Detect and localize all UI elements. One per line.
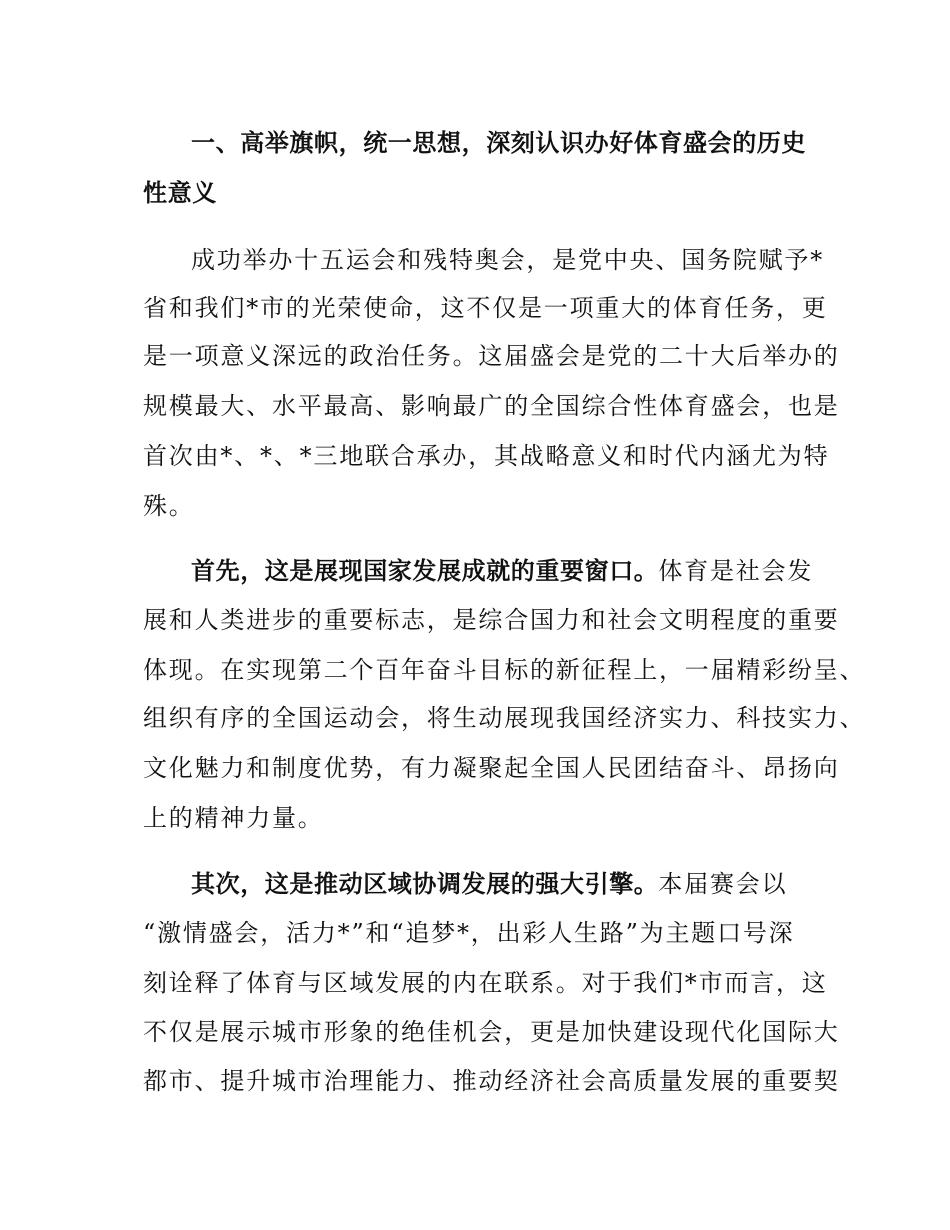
paragraph-2-line-2: 展和人类进步的重要标志，是综合国力和社会文明程度的重要 — [143, 606, 840, 634]
paragraph-2-line-4: 组织有序的全国运动会，将生动展现我国经济实力、科技实力、 — [143, 704, 866, 732]
paragraph-1-line-6: 殊。 — [143, 492, 195, 520]
paragraph-3-line-3: 刻诠释了体育与区域发展的内在联系。对于我们*市而言，这 — [143, 969, 828, 997]
paragraph-2-lead: 首先，这是展现国家发展成就的重要窗口。 — [191, 557, 659, 585]
paragraph-3-lead: 其次，这是推动区域协调发展的强大引擎。 — [191, 870, 659, 898]
paragraph-2-line-3: 体现。在实现第二个百年奋斗目标的新征程上，一届精彩纷呈、 — [143, 656, 866, 684]
paragraph-1-line-2: 省和我们*市的光荣使命，这不仅是一项重大的体育任务，更 — [143, 294, 828, 322]
paragraph-1-line-4: 规模最大、水平最高、影响最广的全国综合性体育盛会，也是 — [143, 392, 840, 420]
paragraph-1-line-3: 是一项意义深远的政治任务。这届盛会是党的二十大后举办的 — [143, 342, 840, 370]
paragraph-1-line-5: 首次由*、*、*三地联合承办，其战略意义和时代内涵尤为特 — [143, 442, 830, 470]
section-heading-line-2: 性意义 — [143, 179, 217, 207]
paragraph-3-line-2: “激情盛会，活力*”和“追梦*，出彩人生路”为主题口号深 — [143, 919, 795, 947]
paragraph-3-line-4: 不仅是展示城市形象的绝佳机会，更是加快建设现代化国际大 — [143, 1018, 840, 1046]
section-heading-line-1: 一、高举旗帜，统一思想，深刻认识办好体育盛会的历史 — [191, 129, 806, 157]
paragraph-2-first-line-rest: 体育是社会发 — [658, 557, 814, 585]
paragraph-3-line-5: 都市、提升城市治理能力、推动经济社会高质量发展的重要契 — [143, 1067, 840, 1095]
paragraph-1-line-1: 成功举办十五运会和残特奥会，是党中央、国务院赋予* — [191, 246, 824, 274]
paragraph-2-line-6: 上的精神力量。 — [143, 804, 324, 832]
paragraph-2-line-1 — [191, 556, 813, 586]
paragraph-3-first-line-rest: 本届赛会以 — [658, 870, 788, 898]
paragraph-2-line-5: 文化魅力和制度优势，有力凝聚起全国人民团结奋斗、昂扬向 — [143, 754, 840, 782]
paragraph-3-line-1 — [191, 869, 787, 899]
